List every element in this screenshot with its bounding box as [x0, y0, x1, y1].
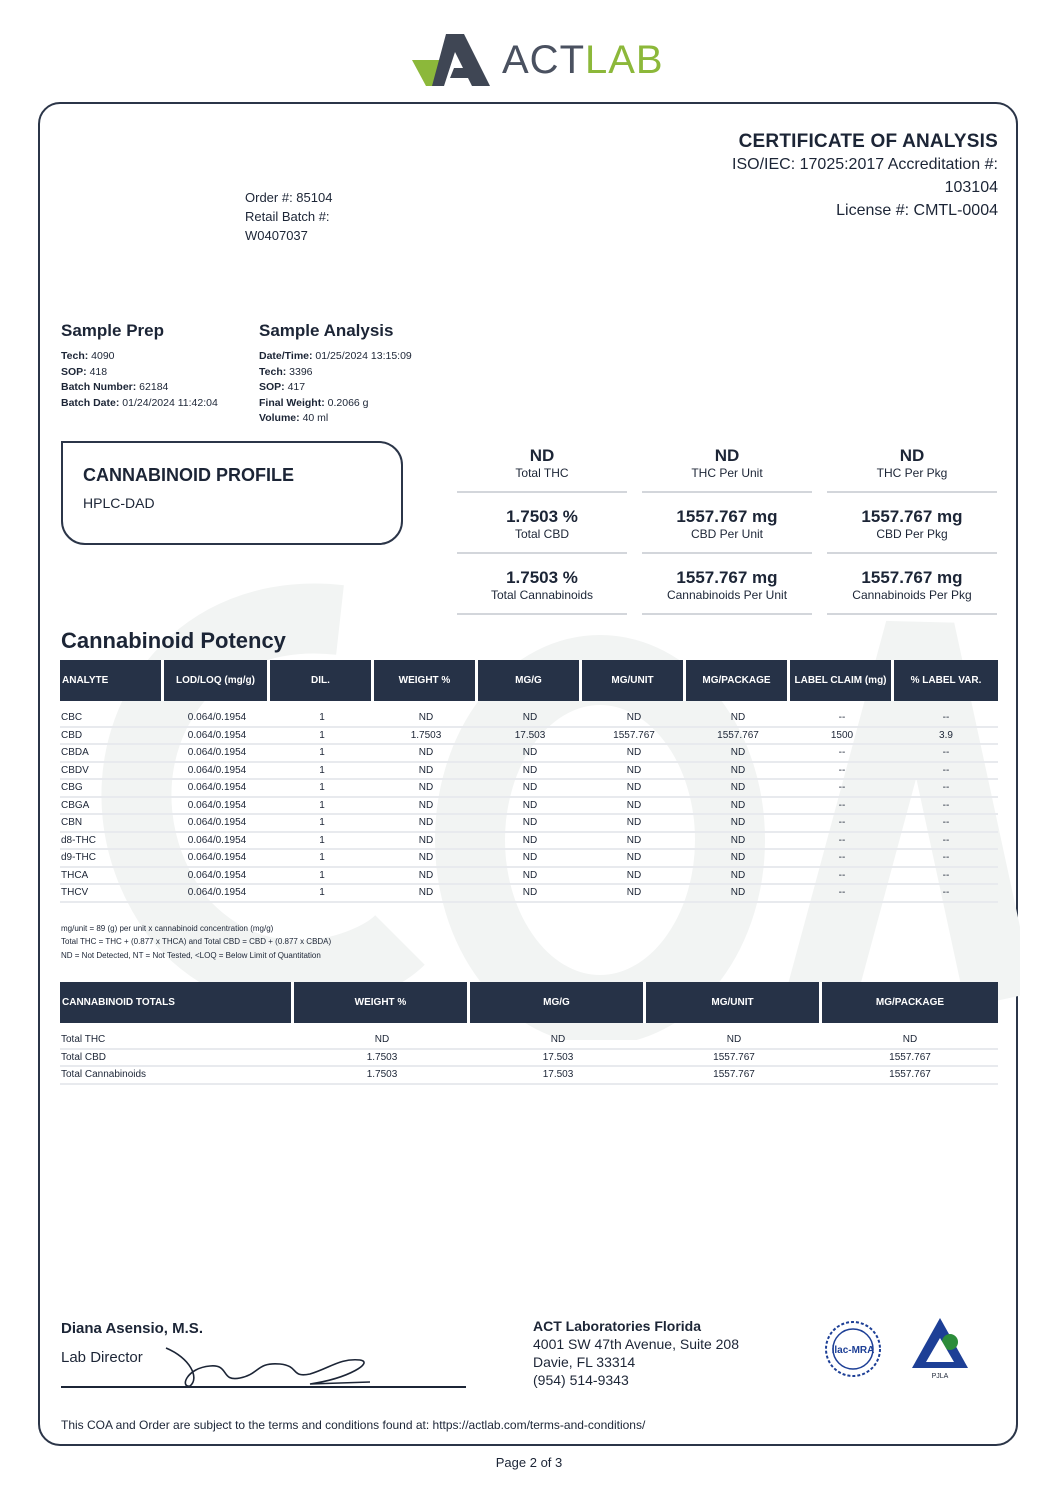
- analysis-final-weight: Final Weight: 0.2066 g: [259, 396, 369, 409]
- totals-cell: 17.503: [470, 1050, 646, 1068]
- potency-cell: ND: [582, 798, 686, 816]
- order-info: [245, 188, 332, 245]
- potency-row: [60, 833, 998, 851]
- potency-cell: --: [894, 815, 998, 833]
- signature-line: [61, 1386, 466, 1388]
- footnotes: [61, 922, 331, 962]
- potency-cell: THCA: [60, 868, 164, 886]
- logo-word-lab: LAB: [585, 38, 664, 82]
- potency-header-5: MG/UNIT: [582, 660, 686, 701]
- potency-cell: 1: [270, 868, 374, 886]
- potency-cell: ND: [478, 850, 582, 868]
- totals-header-row: [60, 982, 998, 1023]
- analysis-volume: Volume: 40 ml: [259, 412, 329, 424]
- totals-cell: 1557.767: [822, 1050, 998, 1068]
- terms-text: This COA and Order are subject to the terms and conditions found at:: [61, 1418, 433, 1432]
- potency-cell: ND: [478, 868, 582, 886]
- potency-cell: --: [790, 763, 894, 781]
- potency-cell: ND: [478, 815, 582, 833]
- potency-cell: ND: [686, 763, 790, 781]
- potency-header-3: WEIGHT %: [374, 660, 478, 701]
- potency-cell: ND: [374, 885, 478, 903]
- potency-row: [60, 885, 998, 903]
- potency-header-6: MG/PACKAGE: [686, 660, 790, 701]
- license-number: License #: CMTL-0004: [836, 202, 998, 219]
- logo-word-act: ACT: [502, 38, 585, 82]
- potency-cell: ND: [686, 798, 790, 816]
- potency-cell: 1.7503: [374, 728, 478, 746]
- potency-cell: ND: [686, 850, 790, 868]
- potency-cell: --: [790, 868, 894, 886]
- lab-address: [533, 1317, 739, 1389]
- order-number: Order #: 85104: [245, 190, 333, 205]
- potency-header-row: [60, 660, 998, 701]
- potency-cell: 1: [270, 798, 374, 816]
- totals-row: [60, 1067, 998, 1085]
- potency-cell: ND: [686, 780, 790, 798]
- potency-cell: ND: [374, 780, 478, 798]
- totals-cell: Total Cannabinoids: [60, 1067, 294, 1085]
- footnote-abbreviations: ND = Not Detected, NT = Not Tested, <LOQ = Below Limit of Quantitation: [61, 950, 321, 960]
- potency-cell: 0.064/0.1954: [164, 763, 270, 781]
- analysis-datetime: Date/Time: 01/25/2024 13:15:09: [259, 350, 412, 362]
- potency-header-7: LABEL CLAIM (mg): [790, 660, 894, 701]
- totals-cell: 1557.767: [822, 1067, 998, 1085]
- potency-cell: ND: [478, 833, 582, 851]
- potency-cell: ND: [582, 780, 686, 798]
- potency-row: [60, 710, 998, 728]
- potency-cell: CBN: [60, 815, 164, 833]
- lab-address-line2: Davie, FL 33314: [533, 1354, 636, 1370]
- potency-cell: 0.064/0.1954: [164, 833, 270, 851]
- footnote-total-formula: Total THC = THC + (0.877 x THCA) and Total CBD = CBD + (0.877 x CBDA): [61, 937, 332, 947]
- potency-cell: 1: [270, 815, 374, 833]
- totals-table: [60, 982, 998, 1085]
- profile-title: CANNABINOID PROFILE: [83, 465, 294, 485]
- potency-cell: ND: [478, 798, 582, 816]
- lab-name: ACT Laboratories Florida: [533, 1318, 702, 1334]
- potency-row: [60, 815, 998, 833]
- potency-cell: 1: [270, 710, 374, 728]
- potency-cell: ND: [582, 815, 686, 833]
- totals-cell: 17.503: [470, 1067, 646, 1085]
- potency-cell: 1: [270, 885, 374, 903]
- sample-prep-heading: Sample Prep: [61, 321, 164, 340]
- director-name: Diana Asensio, M.S.: [61, 1320, 203, 1337]
- certificate-title: CERTIFICATE OF ANALYSIS: [738, 131, 998, 152]
- potency-cell: --: [894, 745, 998, 763]
- profile-method: HPLC-DAD: [83, 495, 155, 511]
- potency-cell: ND: [374, 798, 478, 816]
- potency-cell: 1557.767: [582, 728, 686, 746]
- potency-cell: 1500: [790, 728, 894, 746]
- potency-cell: d9-THC: [60, 850, 164, 868]
- potency-cell: ND: [374, 745, 478, 763]
- potency-cell: 1: [270, 745, 374, 763]
- retail-batch-value: W0407037: [245, 228, 308, 243]
- potency-cell: ND: [374, 850, 478, 868]
- potency-cell: ND: [582, 833, 686, 851]
- potency-cell: CBDA: [60, 745, 164, 763]
- potency-cell: 0.064/0.1954: [164, 728, 270, 746]
- totals-cell: ND: [294, 1032, 470, 1050]
- potency-cell: THCV: [60, 885, 164, 903]
- totals-header-2: MG/G: [470, 982, 646, 1023]
- accreditation-label: ISO/IEC: 17025:2017 Accreditation #:: [732, 156, 998, 173]
- totals-cell: 1.7503: [294, 1050, 470, 1068]
- potency-cell: ND: [582, 763, 686, 781]
- potency-row: [60, 868, 998, 886]
- actlab-logo-mark: [410, 30, 500, 92]
- potency-spacer-row: [60, 701, 998, 710]
- potency-cell: --: [894, 710, 998, 728]
- prep-sop: SOP: 418: [61, 365, 108, 378]
- totals-cell: 1557.767: [646, 1067, 822, 1085]
- handwritten-signature: [160, 1338, 380, 1390]
- potency-table: [60, 660, 998, 903]
- totals-header-3: MG/UNIT: [646, 982, 822, 1023]
- potency-cell: 1: [270, 763, 374, 781]
- potency-cell: ND: [478, 710, 582, 728]
- potency-cell: --: [790, 710, 894, 728]
- potency-cell: 3.9: [894, 728, 998, 746]
- potency-cell: CBD: [60, 728, 164, 746]
- potency-row: [60, 798, 998, 816]
- potency-cell: --: [790, 885, 894, 903]
- totals-cell: ND: [646, 1032, 822, 1050]
- potency-cell: --: [894, 885, 998, 903]
- ilac-seal-text: ilac-MRA: [831, 1345, 875, 1356]
- potency-cell: 1: [270, 728, 374, 746]
- potency-cell: ND: [582, 745, 686, 763]
- ilac-mra-seal: [824, 1320, 882, 1378]
- potency-cell: 1: [270, 850, 374, 868]
- potency-cell: --: [894, 798, 998, 816]
- potency-cell: CBG: [60, 780, 164, 798]
- pjla-seal-text: PJLA: [931, 1373, 949, 1380]
- potency-cell: ND: [582, 850, 686, 868]
- potency-cell: --: [894, 763, 998, 781]
- analysis-tech: Tech: 3396: [259, 365, 313, 378]
- potency-cell: --: [894, 833, 998, 851]
- prep-batch-number: Batch Number: 62184: [61, 381, 169, 393]
- potency-cell: CBGA: [60, 798, 164, 816]
- potency-cell: d8-THC: [60, 833, 164, 851]
- actlab-logo: [410, 30, 680, 92]
- sample-prep-section: [61, 321, 218, 411]
- potency-row: [60, 850, 998, 868]
- summary-thc-per-pkg: ND THC Per Pkg: [827, 443, 997, 493]
- potency-cell: ND: [686, 833, 790, 851]
- potency-cell: 0.064/0.1954: [164, 745, 270, 763]
- potency-cell: 0.064/0.1954: [164, 815, 270, 833]
- potency-cell: ND: [686, 815, 790, 833]
- certificate-header: [732, 130, 998, 222]
- potency-header-1: LOD/LOQ (mg/g): [164, 660, 270, 701]
- summary-total-thc: ND Total THC: [457, 443, 627, 493]
- potency-cell: 0.064/0.1954: [164, 868, 270, 886]
- summary-cannabinoids-per-unit: 1557.767 mg Cannabinoids Per Unit: [642, 565, 812, 615]
- potency-header-0: ANALYTE: [60, 660, 164, 701]
- totals-cell: ND: [822, 1032, 998, 1050]
- potency-cell: --: [894, 868, 998, 886]
- totals-cell: 1.7503: [294, 1067, 470, 1085]
- potency-cell: ND: [374, 868, 478, 886]
- totals-spacer-row: [60, 1023, 998, 1032]
- potency-cell: ND: [582, 885, 686, 903]
- totals-cell: ND: [470, 1032, 646, 1050]
- potency-cell: ND: [374, 833, 478, 851]
- potency-cell: ND: [686, 710, 790, 728]
- summary-total-cannabinoids: 1.7503 % Total Cannabinoids: [457, 565, 627, 615]
- director-role: Lab Director: [61, 1349, 143, 1366]
- potency-cell: --: [790, 780, 894, 798]
- potency-cell: ND: [478, 885, 582, 903]
- summary-cbd-per-unit: 1557.767 mg CBD Per Unit: [642, 504, 812, 554]
- potency-cell: 1: [270, 833, 374, 851]
- lab-address-line1: 4001 SW 47th Avenue, Suite 208: [533, 1336, 740, 1352]
- analysis-sop: SOP: 417: [259, 381, 306, 393]
- potency-cell: --: [894, 850, 998, 868]
- cannabinoid-profile-box: [61, 441, 403, 545]
- summary-cbd-per-pkg: 1557.767 mg CBD Per Pkg: [827, 504, 997, 554]
- page-number: Page 2 of 3: [495, 1455, 563, 1470]
- potency-cell: 0.064/0.1954: [164, 850, 270, 868]
- footnote-mg-unit: mg/unit = 89 (g) per unit x cannabinoid concentration (mg/g): [61, 924, 274, 933]
- sample-analysis-heading: Sample Analysis: [259, 321, 394, 340]
- potency-cell: --: [790, 745, 894, 763]
- totals-header-1: WEIGHT %: [294, 982, 470, 1023]
- potency-cell: ND: [478, 780, 582, 798]
- potency-header-8: % LABEL VAR.: [894, 660, 998, 701]
- potency-header-4: MG/G: [478, 660, 582, 701]
- potency-cell: 0.064/0.1954: [164, 885, 270, 903]
- totals-header-4: MG/PACKAGE: [822, 982, 998, 1023]
- potency-cell: --: [790, 850, 894, 868]
- potency-cell: --: [790, 815, 894, 833]
- prep-batch-date: Batch Date: 01/24/2024 11:42:04: [61, 396, 218, 409]
- potency-cell: ND: [582, 710, 686, 728]
- summary-total-cbd: 1.7503 % Total CBD: [457, 504, 627, 554]
- potency-header-2: DIL.: [270, 660, 374, 701]
- pjla-seal: [910, 1316, 972, 1380]
- prep-tech: Tech: 4090: [61, 350, 115, 362]
- totals-row: [60, 1032, 998, 1050]
- potency-cell: ND: [374, 815, 478, 833]
- potency-cell: --: [790, 798, 894, 816]
- totals-row: [60, 1050, 998, 1068]
- terms-notice: [61, 1418, 645, 1432]
- potency-cell: 0.064/0.1954: [164, 780, 270, 798]
- potency-cell: ND: [686, 885, 790, 903]
- potency-cell: ND: [686, 868, 790, 886]
- potency-cell: ND: [374, 763, 478, 781]
- summary-cannabinoids-per-pkg: 1557.767 mg Cannabinoids Per Pkg: [827, 565, 997, 615]
- potency-cell: 1557.767: [686, 728, 790, 746]
- potency-cell: ND: [686, 745, 790, 763]
- potency-cell: CBDV: [60, 763, 164, 781]
- summary-thc-per-unit: ND THC Per Unit: [642, 443, 812, 493]
- terms-link[interactable]: https://actlab.com/terms-and-conditions/: [432, 1418, 646, 1432]
- potency-cell: 0.064/0.1954: [164, 798, 270, 816]
- potency-cell: --: [894, 780, 998, 798]
- retail-batch-label: Retail Batch #:: [245, 209, 330, 224]
- potency-row: [60, 763, 998, 781]
- potency-cell: ND: [582, 868, 686, 886]
- potency-cell: 0.064/0.1954: [164, 710, 270, 728]
- potency-title: Cannabinoid Potency: [61, 628, 286, 653]
- potency-cell: ND: [478, 763, 582, 781]
- potency-cell: ND: [478, 745, 582, 763]
- totals-cell: Total CBD: [60, 1050, 294, 1068]
- potency-row: [60, 728, 998, 746]
- potency-cell: CBC: [60, 710, 164, 728]
- potency-row: [60, 780, 998, 798]
- potency-row: [60, 745, 998, 763]
- potency-cell: ND: [374, 710, 478, 728]
- lab-phone: (954) 514-9343: [533, 1372, 629, 1388]
- potency-cell: 17.503: [478, 728, 582, 746]
- potency-cell: 1: [270, 780, 374, 798]
- sample-analysis-section: [259, 321, 412, 427]
- accreditation-number: 103104: [944, 179, 998, 196]
- totals-cell: 1557.767: [646, 1050, 822, 1068]
- potency-cell: --: [790, 833, 894, 851]
- totals-header-0: CANNABINOID TOTALS: [60, 982, 294, 1023]
- totals-cell: Total THC: [60, 1032, 294, 1050]
